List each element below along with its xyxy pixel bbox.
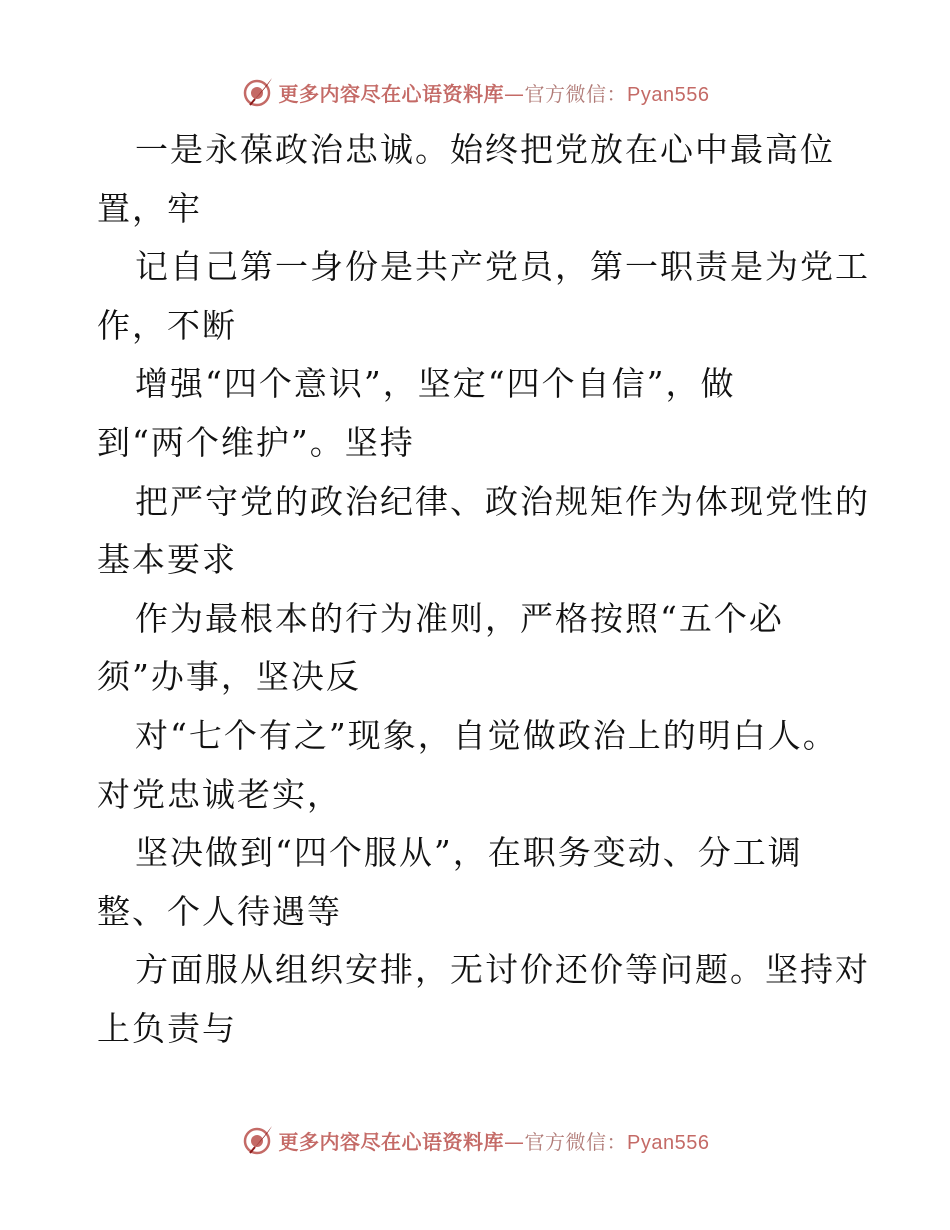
body-line: 增强“四个意识”，坚定“四个自信”，做	[135, 364, 736, 404]
body-line: 整、个人待遇等	[97, 891, 342, 931]
header-banner	[0, 72, 950, 112]
body-line: 对“七个有之”现象，自觉做政治上的明白人。	[135, 715, 838, 755]
body-line: 坚决做到“四个服从”，在职务变动、分工调	[135, 833, 803, 873]
body-line: 上负责与	[97, 1008, 237, 1048]
footer-banner	[0, 1120, 950, 1160]
body-line: 把严守党的政治纪律、政治规矩作为体现党性的	[135, 481, 870, 521]
body-line: 方面服从组织安排，无讨价还价等问题。坚持对	[135, 950, 870, 990]
footer-site-name: 更多内容尽在心语资料库	[278, 1129, 505, 1154]
body-line: 作为最根本的行为准则，严格按照“五个必	[135, 598, 784, 638]
header-wechat-label: 官方微信：	[524, 81, 628, 106]
header-site-name: 更多内容尽在心语资料库	[278, 81, 505, 106]
body-line: 一是永葆政治忠诚。始终把党放在心中最高位	[135, 130, 835, 169]
footer-wechat-id: Pyan556	[627, 1131, 710, 1154]
body-line: 记自己第一身份是共产党员，第一职责是为党工	[135, 247, 870, 287]
body-line: 须”办事，坚决反	[97, 657, 361, 697]
footer-dash: —	[504, 1129, 525, 1154]
body-line: 对党忠诚老实，	[97, 774, 342, 814]
header-wechat-id: Pyan556	[627, 83, 710, 106]
body-line: 作，不断	[97, 305, 237, 345]
header-banner-text	[279, 78, 710, 107]
footer-wechat-label: 官方微信：	[524, 1129, 628, 1154]
header-dash: —	[504, 81, 525, 106]
feather-seal-logo-icon	[241, 1123, 275, 1157]
body-line: 到“两个维护”。坚持	[97, 422, 415, 462]
document-body	[97, 121, 870, 1059]
body-line: 置，牢	[97, 188, 202, 228]
footer-banner-text	[279, 1126, 710, 1155]
feather-seal-logo-icon	[241, 75, 275, 109]
body-line: 基本要求	[97, 540, 237, 580]
